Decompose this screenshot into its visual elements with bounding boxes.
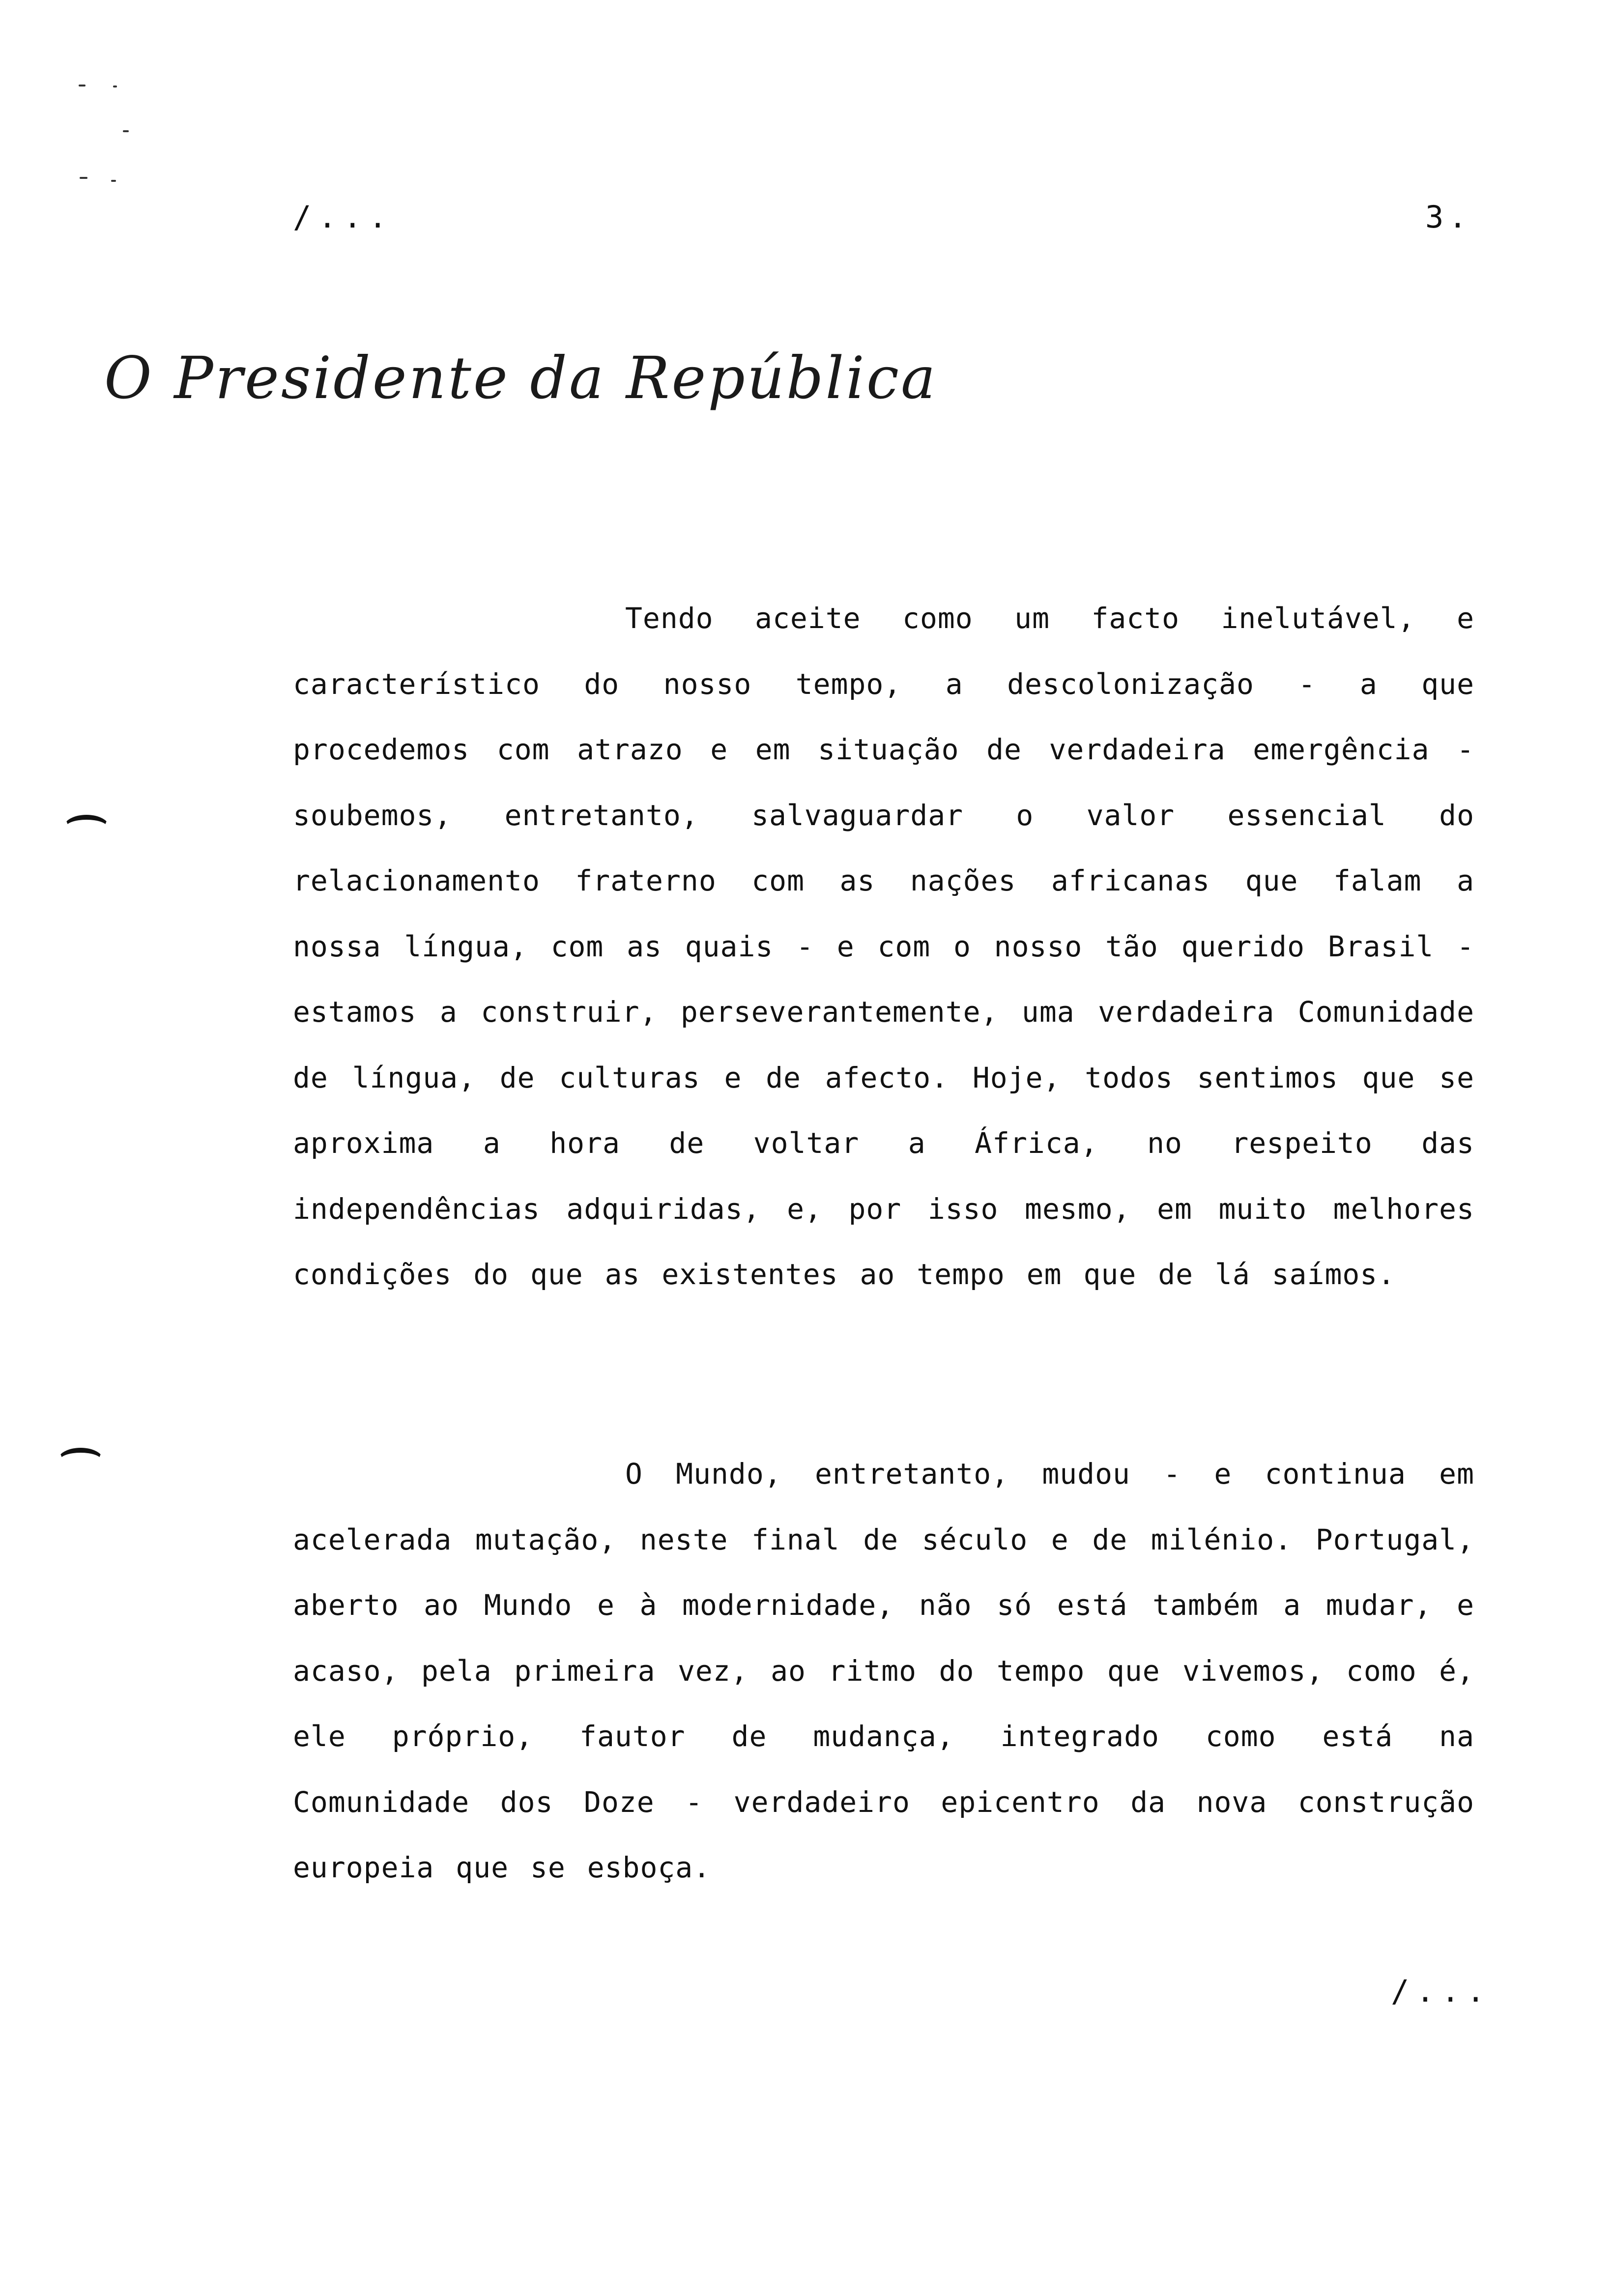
letterhead: O Presidente da República: [104, 344, 938, 412]
scan-specks: [74, 79, 123, 192]
paragraph-text: O Mundo, entretanto, mudou - e continua em acelerada mutação, neste final de século e de milénio. Portugal, aberto ao Mundo e à modernidade, não só está também a mudar, e acaso, pela primeira vez, ao ritmo do tempo que vivemos, como é, ele próprio, fautor de mudança, integrado como está na Comunidade dos Doze - verdadeiro epicentro da nova construção europeia que se esboça.: [293, 1457, 1474, 1884]
punch-hole-mark: [64, 815, 109, 839]
paragraph-text: Tendo aceite como um facto inelutável, e característico do nosso tempo, a descolonização - a que procedemos com atrazo e em situação de verdadeira emergência - soubemos, entretanto, salvaguardar o valor essencial do relacionamento fraterno com as nações africanas que falam a nossa língua, com as quais - e com o nosso tão querido Brasil - estamos a construir, perseverantemente, uma verdadeira Comunidade de língua, de culturas e de afecto. Hoje, todos sentimos que se aproxima a hora de voltar a África, no respeito das independências adquiridas, e, por isso mesmo, em muito melhores condições do que as existentes ao tempo em que de lá saímos.: [293, 602, 1474, 1291]
paragraph-2: [293, 1441, 1474, 1901]
paragraph-1: [293, 586, 1474, 1308]
continuation-mark-top: /...: [293, 199, 394, 235]
punch-hole-mark: [58, 1448, 103, 1472]
page-number: 3.: [1425, 199, 1472, 235]
continuation-mark-bottom: /...: [1391, 1973, 1492, 2009]
